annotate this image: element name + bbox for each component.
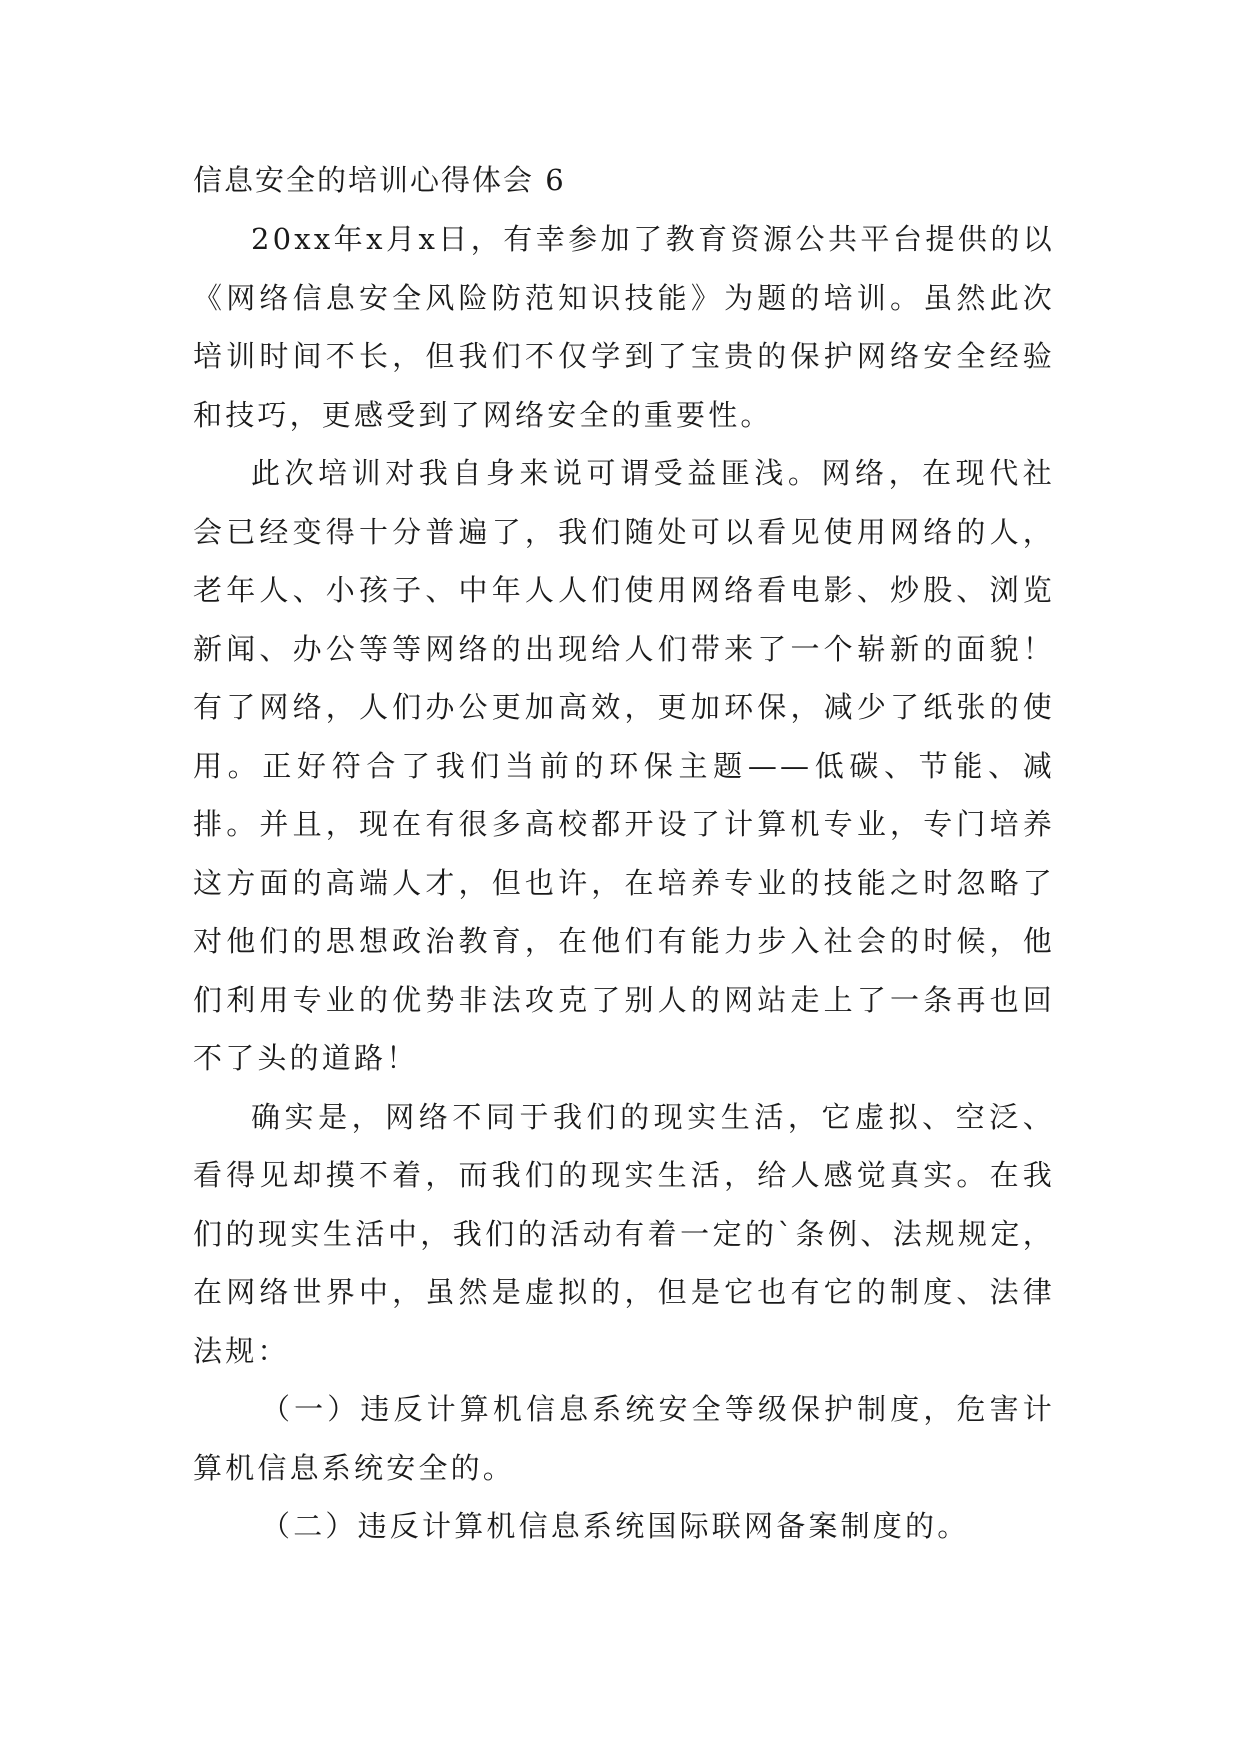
paragraph-network-regulations: 确实是，网络不同于我们的现实生活，它虚拟、空泛、看得见却摸不着，而我们的现实生活，给人感觉真实。在我们的现实生活中，我们的活动有着一定的`条例、法规规定，在网络世界中，虽然是虚拟的，但是它也有它的制度、法律法规： xyxy=(193,1099,1055,1368)
document-body xyxy=(193,160,1055,1556)
paragraph-intro: 20xx年x月x日，有幸参加了教育资源公共平台提供的以《网络信息安全风险防范知识技能》为题的培训。虽然此次培训时间不长，但我们不仅学到了宝贵的保护网络安全经验和技巧，更感受到了网络安全的重要性。 xyxy=(193,222,1055,432)
list-item-regulation-1: （一）违反计算机信息系统安全等级保护制度，危害计算机信息系统安全的。 xyxy=(193,1392,1055,1485)
paragraph-training-benefit: 此次培训对我自身来说可谓受益匪浅。网络，在现代社会已经变得十分普遍了，我们随处可以看见使用网络的人，老年人、小孩子、中年人人们使用网络看电影、炒股、浏览新闻、办公等等网络的出现给人们带来了一个崭新的面貌！有了网络，人们办公更加高效，更加环保，减少了纸张的使用。正好符合了我们当前的环保主题——低碳、节能、减排。并且，现在有很多高校都开设了计算机专业，专门培养这方面的高端人才，但也许，在培养专业的技能之时忽略了对他们的思想政治教育，在他们有能力步入社会的时候，他们利用专业的优势非法攻克了别人的网站走上了一条再也回不了头的道路！ xyxy=(193,456,1055,1075)
document-title: 信息安全的培训心得体会 6 xyxy=(193,163,566,197)
list-item-regulation-2: （二）违反计算机信息系统国际联网备案制度的。 xyxy=(261,1509,970,1543)
